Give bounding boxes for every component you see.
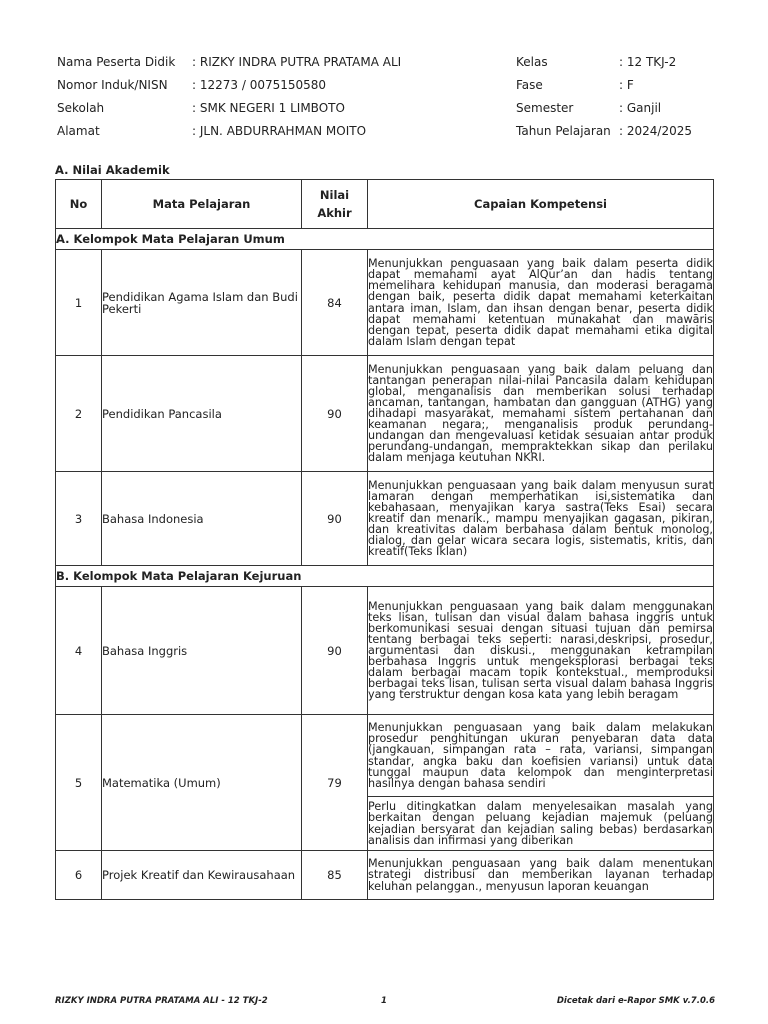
info-value: : Ganjil [619, 101, 662, 115]
table-row [56, 851, 714, 900]
info-label: Nomor Induk/NISN [57, 78, 168, 92]
row-competency: Menunjukkan penguasaan yang baik dalam peserta didik dapat memahami ayat AlQur’an dan hadis tentang memelihara kehidupan manusia, dan moderasi beragama dengan baik, peserta didik dapat memahami keterkaitan antara iman, Islam, dan ihsan dengan benar, peserta didik dapat memahami ketentuan munakahat dan mawāris dengan tepat, peserta didik dapat memahami etika digital dalam Islam dengan tepat [368, 250, 714, 356]
info-value: : SMK NEGERI 1 LIMBOTO [192, 101, 345, 115]
grades-table [55, 179, 714, 900]
row-competency: Menunjukkan penguasaan yang baik dalam menentukan strategi distribusi dan memberikan layanan terhadap keluhan pelanggan., menyusun laporan keuangan [368, 851, 714, 900]
section-title-academic: A. Nilai Akademik [55, 163, 170, 177]
info-label: Alamat [57, 124, 100, 138]
info-value: : 2024/2025 [619, 124, 692, 138]
row-no: 5 [56, 715, 102, 851]
group-row [56, 229, 714, 250]
row-subject: Bahasa Inggris [102, 587, 302, 715]
row-competency: Menunjukkan penguasaan yang baik dalam peluang dan tantangan penerapan nilai-nilai Pancasila dalam kehidupan global, menganalisis dan memberikan solusi terhadap ancaman, tantangan, hambatan dan gangguan (ATHG) yang dihadapi masyarakat, memahami sistem pertahanan dan keamanan negara;, menganalisis produk perundang-undangan dan mengevaluasi ketidak sesuaian antar produk perundang-undangan, mempraktekkan sikap dan perilaku dalam menjaga keutuhan NKRI. [368, 356, 714, 472]
info-label: Tahun Pelajaran [516, 124, 611, 138]
header-no: No [56, 180, 102, 229]
info-value: : 12273 / 0075150580 [192, 78, 327, 92]
row-no: 1 [56, 250, 102, 356]
table-row [56, 715, 714, 797]
group-general-label: A. Kelompok Mata Pelajaran Umum [56, 229, 714, 250]
footer-printed-by: Dicetak dari e-Rapor SMK v.7.0.6 [556, 996, 715, 1006]
row-no: 6 [56, 851, 102, 900]
footer-page-number: 1 [381, 996, 387, 1006]
info-label: Nama Peserta Didik [57, 55, 176, 69]
row-score: 79 [302, 715, 368, 851]
info-label: Fase [516, 78, 543, 92]
row-score: 90 [302, 472, 368, 566]
row-no: 4 [56, 587, 102, 715]
info-value: : RIZKY INDRA PUTRA PRATAMA ALI [192, 55, 402, 69]
info-value: : 12 TKJ-2 [619, 55, 677, 69]
info-value: : F [619, 78, 634, 92]
row-subject: Bahasa Indonesia [102, 472, 302, 566]
row-competency: Menunjukkan penguasaan yang baik dalam melakukan prosedur penghitungan ukuran penyebaran data data (jangkauan, simpangan rata – rata, variansi, simpangan standar, angka baku dan koefisien variansi) untuk data tunggal maupun data kelompok dan menginterpretasi hasilnya dengan bahasa sendiri [368, 715, 714, 797]
row-score: 84 [302, 250, 368, 356]
row-subject: Projek Kreatif dan Kewirausahaan [102, 851, 302, 900]
row-competency: Perlu ditingkatkan dalam menyelesaikan masalah yang berkaitan dengan peluang kejadian majemuk (peluang kejadian bersyarat dan kejadian saling bebas) berdasarkan analisis dan infirmasi yang diberikan [368, 797, 714, 851]
row-score: 90 [302, 356, 368, 472]
row-score: 90 [302, 587, 368, 715]
group-vocational-label: B. Kelompok Mata Pelajaran Kejuruan [56, 566, 714, 587]
table-header-row [56, 180, 714, 229]
row-subject: Pendidikan Pancasila [102, 356, 302, 472]
table-row [56, 587, 714, 715]
row-subject: Matematika (Umum) [102, 715, 302, 851]
row-competency: Menunjukkan penguasaan yang baik dalam menyusun surat lamaran dengan memperhatikan isi,sistematika dan kebahasaan, menyajikan karya sastra(Teks Esai) secara kreatif dan menarik., mampu menyajikan gagasan, pikiran, dan kreativitas dalam berbahasa dalam bentuk monolog, dialog, dan gelar wicara secara logis, sistematis, kritis, dan kreatif(Teks Iklan) [368, 472, 714, 566]
row-score: 85 [302, 851, 368, 900]
header-subject: Mata Pelajaran [102, 180, 302, 229]
table-row [56, 472, 714, 566]
row-subject: Pendidikan Agama Islam dan Budi Pekerti [102, 250, 302, 356]
header-competency: Capaian Kompetensi [368, 180, 714, 229]
table-row [56, 356, 714, 472]
table-row [56, 250, 714, 356]
group-row [56, 566, 714, 587]
info-label: Kelas [516, 55, 548, 69]
row-no: 2 [56, 356, 102, 472]
info-label: Semester [516, 101, 574, 115]
header-final-score [302, 180, 368, 229]
row-no: 3 [56, 472, 102, 566]
row-competency: Menunjukkan penguasaan yang baik dalam menggunakan teks lisan, tulisan dan visual dalam bahasa inggris untuk berkomunikasi sesuai dengan situasi tujuan dan pemirsa tentang berbagai teks seperti: narasi,deskripsi, prosedur, argumentasi dan diskusi., menggunakan ketrampilan berbahasa Inggris untuk mengeksplorasi berbagai teks dalam berbagai macam topik kontekstual., memproduksi berbagai teks lisan, tulisan serta visual dalam bahasa Inggris yang terstruktur dengan kosa kata yang lebih beragam [368, 587, 714, 715]
header-final-score-label: Nilai Akhir [317, 188, 352, 220]
info-value: : JLN. ABDURRAHMAN MOITO [192, 124, 367, 138]
footer-student: RIZKY INDRA PUTRA PRATAMA ALI - 12 TKJ-2 [55, 996, 268, 1006]
info-label: Sekolah [57, 101, 105, 115]
